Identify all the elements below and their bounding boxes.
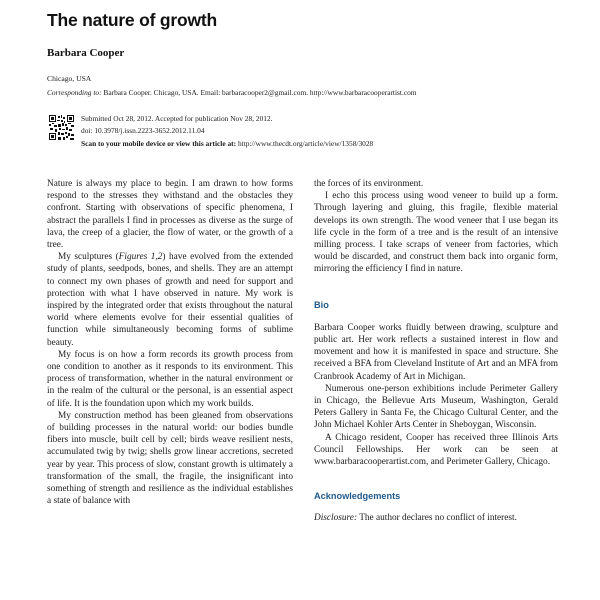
paragraph: I echo this process using wood veneer to build up a form. Through layering and gluing, this fragile, flexible material develops its own strength. The wood veneer that I use began its life cycle in the form of a tree and is the result of an intensive milling process. I take scraps of veneer from factories, which would be discarded, and construct them back into organic form, mirroring the efficiency I find in nature. [314, 191, 558, 275]
paragraph-text: My sculptures ( [58, 252, 119, 263]
acknowledgements-heading: Acknowledgements [314, 491, 401, 502]
paragraph: My construction method has been gleaned from observations of building processes in the natural world: our bodies bundle fibers into muscle, built cell by cell; birds weave resilient nests, accumulated twig by twig; shells grow linear accretions, secreted year by year. This process of slow, constant growth is ultimately a transformation of the small, the fragile, the insignificant into something of strength and resilience as the individual establishes a state of balance with [47, 410, 293, 507]
paragraph: A Chicago resident, Cooper has received three Illinois Arts Council Fellowships. Her work can be seen at www.barbaracooperartist.com, and Perimeter Gallery, Chicago. [314, 432, 558, 468]
author-name: Barbara Cooper [47, 47, 125, 59]
corresponding-info [47, 88, 417, 97]
figures-reference-link[interactable]: Figures 1,2 [118, 252, 163, 263]
author-location: Chicago, USA [47, 74, 92, 83]
paragraph-text: ) have evolved from the extended study of plants, seedpods, bones, and shells. They are an attempt to connect my own phases of growth and need for support and protection with what I have observed in nature. My work is inspired by the integrated order that exists throughout the natural world where elements evolve for their essential qualities of function while simultaneously becoming forms of sublime beauty. [47, 252, 293, 348]
qr-code-icon[interactable] [49, 115, 74, 140]
disclosure-label: Disclosure: [314, 513, 358, 524]
corresponding-label: Corresponding to: [47, 88, 102, 97]
left-column [47, 178, 293, 507]
paragraph: Numerous one-person exhibitions include Perimeter Gallery in Chicago, the Bellevue Arts Museum, Washington, Gerald Peters Gallery in Santa Fe, the Chicago Cultural Center, and the John Michael Kohler Arts Center in Sheboygan, Wisconsin. [314, 383, 558, 431]
paragraph: the forces of its environment. [314, 179, 424, 189]
paragraph: Nature is always my place to begin. I am drawn to how forms respond to the stresses they withstand and the obstacles they confront. Starting with observations of specific phenomena, I abstract the parallels I find in processes as diverse as the surge of lava, the creep of a glacier, the flow of water, or the growth of a tree. [47, 179, 293, 251]
right-column [314, 178, 558, 525]
bio-heading: Bio [314, 299, 329, 310]
doi[interactable]: doi: 10.3978/j.issn.2223-3652.2012.11.04 [81, 126, 205, 136]
publication-meta [81, 113, 373, 150]
paragraph [47, 251, 293, 349]
paragraph: My focus is on how a form records its growth process from one condition to another as it responds to its environment. This process of transformation, whether in the natural environment or in the realm of the cultural or the personal, is an essential aspect of life. It is the foundation upon which my work builds. [47, 349, 293, 409]
paragraph: Barbara Cooper works fluidly between drawing, sculpture and public art. Her work reflects a sustained interest in flow and movement and how it is manifested in space and structure. She received a BFA from Cleveland Institute of Art and an MFA from Cranbrook Academy of Art in Michigan. [314, 322, 558, 382]
disclosure [314, 512, 558, 524]
article-url-link[interactable]: http://www.thecdt.org/article/view/1358/3028 [236, 138, 374, 148]
scan-label: Scan to your mobile device or view this article at: [81, 138, 237, 148]
disclosure-text: The author declares no conflict of interest. [357, 513, 517, 524]
article-title: The nature of growth [47, 10, 218, 30]
submission-dates: Submitted Oct 28, 2012. Accepted for publication Nov 28, 2012. [81, 114, 273, 123]
corresponding-text[interactable]: Barbara Cooper. Chicago, USA. Email: barbaracooper2@gmail.com. http://www.barbaracooperartist.com [101, 88, 417, 97]
scan-line [81, 138, 373, 150]
